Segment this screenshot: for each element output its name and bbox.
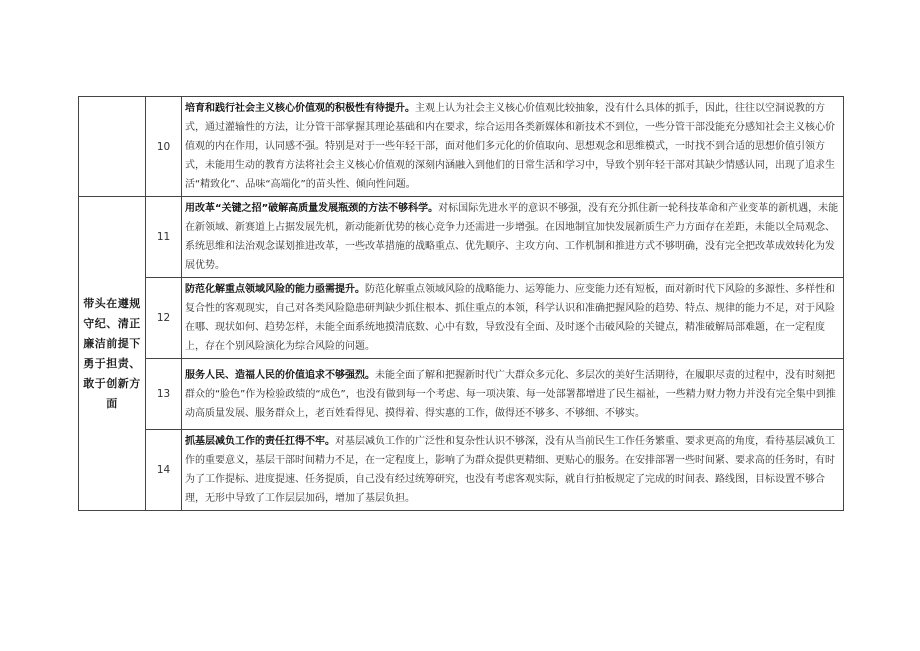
issue-text <box>182 97 844 197</box>
issue-heading: 培育和践行社会主义核心价值观的积极性有待提升。 <box>185 103 415 114</box>
row-number: 14 <box>146 430 182 511</box>
issue-heading: 抓基层减负工作的责任扛得不牢。 <box>185 436 335 447</box>
issue-heading: 用改革“关键之招”破解高质量发展瓶颈的方法不够科学。 <box>185 203 439 214</box>
table-row <box>79 359 844 430</box>
row-number: 11 <box>146 197 182 278</box>
issue-text <box>182 278 844 359</box>
issue-text <box>182 430 844 511</box>
table-row <box>79 97 844 197</box>
row-number: 12 <box>146 278 182 359</box>
issue-body: 主观上认为社会主义核心价值观比较抽象，没有什么具体的抓手，因此，往往以空洞说教的方式，通过灌输性的方法，让分管干部掌握其理论基础和内在要求，综合运用各类新媒体和新技术不到位，一些分管干部没能充分感知社会主义核心价值观的内在作用，认同感不强。特别是对于一些年轻干部，面对他们多元化的价值取向、思想观念和思维模式，一时找不到合适的思想价值引领方式，未能用生动的教育方法将社会主义核心价值观的深刻内涵融入到他们的日常生活和学习中，导致个别年轻干部对其缺少情感认同，出现了追求生活“精致化”、品味“高端化”的苗头性、倾向性问题。 <box>185 103 835 190</box>
row-number: 13 <box>146 359 182 430</box>
table-row <box>79 197 844 278</box>
category-cell: 带头在遵规守纪、清正廉洁前提下勇于担责、敢于创新方面 <box>79 197 146 511</box>
issue-heading: 防范化解重点领域风险的能力亟需提升。 <box>185 284 365 295</box>
issue-text <box>182 197 844 278</box>
table-row <box>79 430 844 511</box>
issue-heading: 服务人民、造福人民的价值追求不够强烈。 <box>185 369 375 381</box>
issue-body: 未能全面了解和把握新时代广大群众多元化、多层次的美好生活期待，在履职尽责的过程中，没有时刻把群众的“脸色”作为检验政绩的“成色”，也没有做到每一个考虑、每一项决策、每一处部署都增进了民生福祉，一些精力财力物力并没有完全集中到推动高质量发展、服务群众上，老百姓看得见、摸得着、得实惠的工作，做得还不够多、不够细、不够实。 <box>185 369 836 419</box>
issue-body: 对标国际先进水平的意识不够强，没有充分抓住新一轮科技革命和产业变革的新机遇，未能在新领域、新赛道上占据发展先机，新动能新优势的核心竞争力还需进一步增强。在因地制宜加快发展新质生产力方面存在差距，未能以全局观念、系统思维和法治观念谋划推进改革，一些改革措施的战略重点、优先顺序、主攻方向、工作机制和推进方式不够明确，没有完全把改革成效转化为发展优势。 <box>185 203 839 271</box>
issue-body: 对基层减负工作的广泛性和复杂性认识不够深，没有从当前民生工作任务繁重、要求更高的角度，看待基层减负工作的重要意义，基层干部时间精力不足，在一定程度上，影响了为群众提供更精细、更贴心的服务。在安排部署一些时间紧、要求高的任务时，有时为了工作提标、进度提速、任务提质，自己没有经过统筹研究，也没有考虑客观实际，就自行拍板规定了完成的时间表、路线图，目标设置不够合理，无形中导致了工作层层加码，增加了基层负担。 <box>185 436 835 504</box>
table-row <box>79 278 844 359</box>
row-number: 10 <box>146 97 182 197</box>
issue-text <box>182 359 844 430</box>
issue-body: 防范化解重点领域风险的战略能力、运筹能力、应变能力还有短板，面对新时代下风险的多源性、多样性和复合性的客观现实，自己对各类风险隐患研判缺少抓住根本、抓住重点的本领，科学认识和准确把握风险的趋势、特点、规律的能力不足，对于风险在哪、现状如何、趋势怎样，未能全面系统地摸清底数、心中有数，导致没有全面、及时逐个击破风险的关键点，精准破解局部难题，在一定程度上，存在个别风险演化为综合风险的问题。 <box>185 284 835 352</box>
issues-table <box>78 96 844 511</box>
category-cell-empty <box>79 97 146 197</box>
